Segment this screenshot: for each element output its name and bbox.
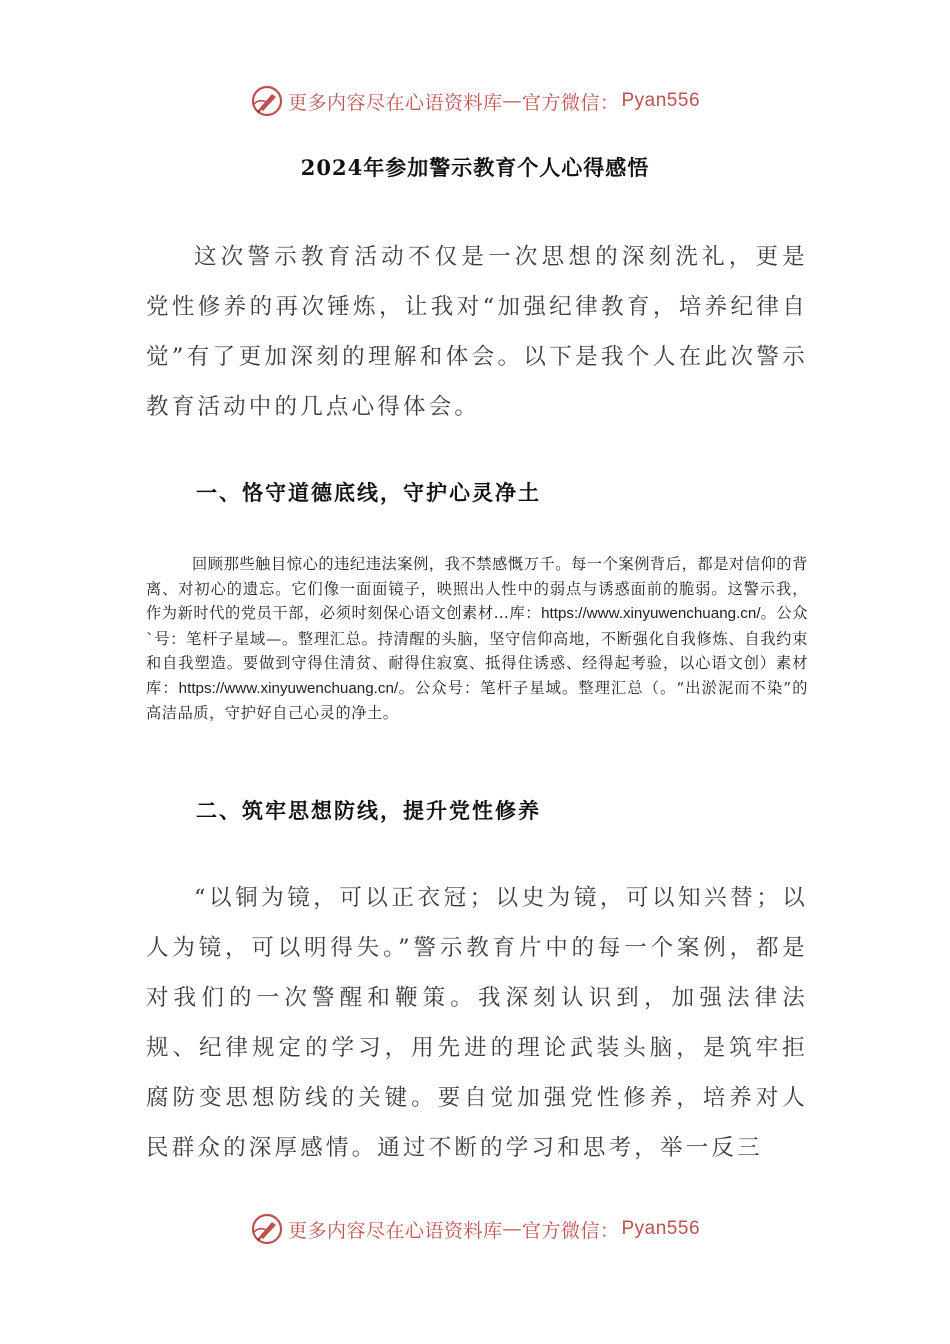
watermark-account-label: 官方微信： [521,1219,620,1242]
pen-logo-icon [250,1212,284,1246]
watermark-brand: 更多内容尽在心语资料库 [287,1219,503,1242]
section1-text-part3: 。公众号：笔杆子星域。整理汇总（。“出淤泥而不染”的高洁品质，守护好自己心灵的净土。 [146,678,808,722]
watermark-account-label: 官方微信： [521,91,620,114]
watermark-brand: 更多内容尽在心语资料库 [287,91,503,114]
intro-paragraph: 这次警示教育活动不仅是一次思想的深刻洗礼，更是党性修养的再次锤炼，让我对“加强纪律教育，培养纪律自觉”有了更加深刻的理解和体会。以下是我个人在此次警示教育活动中的几点心得体会。 [146,244,808,420]
section2-paragraph: “以铜为镜，可以正衣冠；以史为镜，可以知兴替；以人为镜，可以明得失。”警示教育片中的每一个案例，都是对我们的一次警醒和鞭策。我深刻认识到，加强法律法规、纪律规定的学习，用先进的理论武装头脑，是筑牢拒腐防变思想防线的关键。要自觉加强党性修养，培养对人民群众的深厚感情。通过不断的学习和思考，举一反三 [146,885,808,1161]
section1-url-2: https://www.xinyuwenchuang.cn/ [178,679,399,697]
section1-text-part2: 。公众`号：笔杆子星域—。整理汇总。持清醒的头脑，坚守信仰高地，不断强化自我修炼、自我约束和自我塑造。要做到守得住清贫、耐得住寂寞、抵得住诱惑、经得起考验，以心语文创）素材库： [146,604,808,697]
section1-paragraph [146,552,808,726]
header-watermark [0,84,950,118]
watermark-account: Pyan556 [621,1218,701,1239]
section1-heading: 一、恪守道德底线，守护心灵净土 [196,480,541,505]
document-title: 2024年参加警示教育个人心得感悟 [300,155,650,180]
watermark-separator: — [502,90,522,112]
section1-url-1: https://www.xinyuwenchuang.cn/ [541,605,761,622]
section1-text-part1: 回顾那些触目惊心的违纪违法案例，我不禁感慨万千。每一个案例背后，都是对信仰的背离、对初心的遗忘。它们像一面面镜子，映照出人性中的弱点与诱惑面前的脆弱。这警示我，作为新时代的党员干部，必须时刻保心语文创素材…库： [146,555,808,622]
section2-heading: 二、筑牢思想防线，提升党性修养 [196,798,541,823]
pen-logo-icon [250,84,284,118]
watermark-separator: — [502,1218,522,1240]
watermark-account: Pyan556 [621,90,701,111]
footer-watermark [0,1212,950,1246]
